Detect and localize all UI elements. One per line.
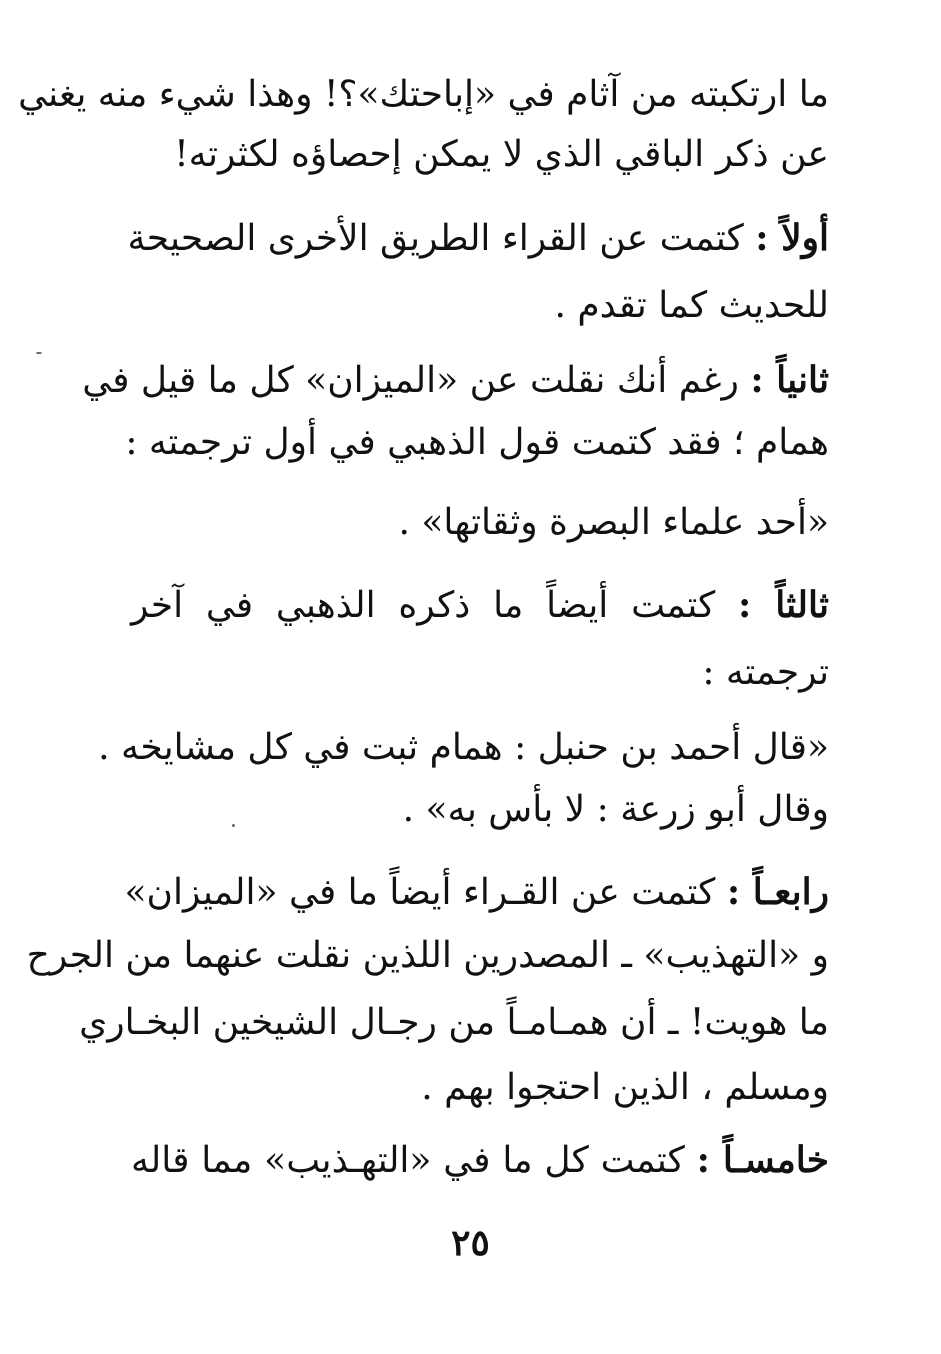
page-number: ٢٥ <box>451 1222 490 1264</box>
paragraph-second-text: رغم أنك نقلت عن «الميزان» كل ما قيل في <box>82 360 739 401</box>
paragraph-fourth-line-1 <box>124 862 829 922</box>
paragraph-first-line-1 <box>127 208 829 268</box>
paragraph-third-line-1 <box>131 575 829 635</box>
paragraph-third-text: كتمت أيضاً ما ذكره الذهبي في آخر <box>131 585 716 626</box>
lead-fifth: خامسـاً : <box>696 1139 829 1181</box>
quote-ahmad: «قال أحمد بن حنبل : همام ثبت في كل مشايخه . <box>98 727 829 768</box>
text-line-15: ومسلم ، الذين احتجوا بهم . <box>421 1067 829 1108</box>
text-line-1: ما ارتكبته من آثام في «إباحتك»؟! وهذا شيء منه يغني <box>18 74 829 115</box>
text-line-13: و «التهذيب» ـ المصدرين اللذين نقلت عنهما من الجرح <box>26 935 829 976</box>
text-line-2: عن ذكر الباقي الذي لا يمكن إحصاؤه لكثرته! <box>174 134 829 175</box>
paragraph-fourth-text: كتمت عن القـراء أيضاً ما في «الميزان» <box>124 872 716 913</box>
scan-speck <box>36 352 42 354</box>
quote-dhahabi-first: «أحد علماء البصرة وثقاتها» . <box>398 502 829 543</box>
lead-second: ثانياً : <box>750 359 829 401</box>
scan-speck <box>232 824 235 827</box>
text-line-9: ترجمته : <box>702 652 829 693</box>
lead-first: أولاً : <box>755 217 829 259</box>
quote-abu-zurah: وقال أبو زرعة : لا بأس به» . <box>402 789 829 830</box>
paragraph-first-text: كتمت عن القراء الطريق الأخرى الصحيحة <box>127 218 744 259</box>
paragraph-fifth-text: كتمت كل ما في «التهـذيب» مما قاله <box>131 1140 685 1181</box>
text-line-14: ما هويت! ـ أن همـامـاً من رجـال الشيخين البخـاري <box>79 1002 829 1043</box>
text-line-6: همام ؛ فقد كتمت قول الذهبي في أول ترجمته : <box>125 422 829 463</box>
paragraph-fifth-line-1 <box>131 1130 829 1190</box>
lead-fourth: رابعـاً : <box>726 871 829 913</box>
lead-third: ثالثاً : <box>738 584 829 626</box>
paragraph-second-line-1 <box>82 350 829 410</box>
text-line-4: للحديث كما تقدم . <box>554 285 829 326</box>
